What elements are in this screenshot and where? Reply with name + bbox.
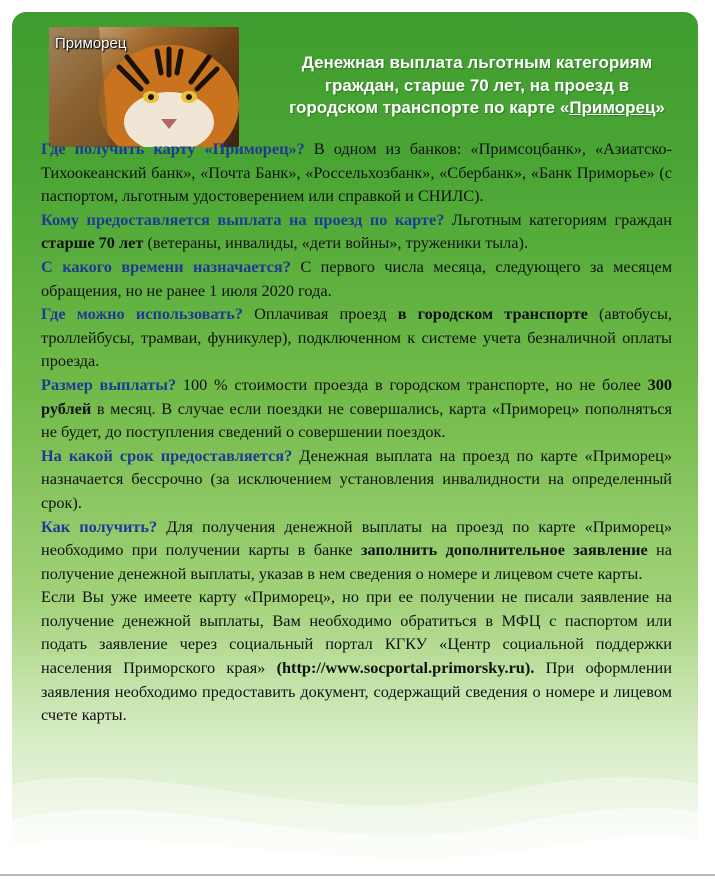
section-where-use	[41, 302, 672, 373]
question-term: На какой срок предоставляется?	[41, 445, 293, 465]
headline-line-2: граждан, старше 70 лет, на проезд в	[324, 75, 630, 95]
answer-amount-part-1: 100 % стоимости проезда в городском транспорте, но не более	[176, 374, 648, 394]
headline-card-name: Приморец	[569, 98, 656, 117]
question-how: Как получить?	[41, 516, 158, 536]
decorative-waves	[12, 714, 698, 874]
answer-how-part-2: на получение денежной выплаты, указав в нем сведения о номере и лицевом счете карты.	[41, 540, 672, 583]
answer-how-application: заполнить дополнительное заявление	[361, 540, 648, 560]
question-amount: Размер выплаты?	[41, 374, 177, 394]
answer-who-part-2: (ветераны, инвалиды, «дети войны», труженики тыла).	[143, 233, 529, 253]
section-how	[41, 515, 672, 586]
brand-title: Приморец	[55, 35, 127, 52]
headline-line-3-suffix: »	[655, 98, 665, 117]
answer-since: С первого числа месяца, следующего за месяцем обращения, но не ранее 1 июля 2020 года.	[41, 256, 672, 300]
answer-where-use-part-1: Оплачивая проезд	[242, 304, 398, 324]
section-extra	[41, 585, 672, 727]
section-who	[41, 208, 672, 255]
question-where-use: Где можно использовать?	[41, 304, 243, 324]
headline-line-1: Денежная выплата льготным категориям	[301, 53, 653, 72]
answer-where-get: В одном из банков: «Примсоцбанк», «Азиатско-Тихоокеанский банк», «Почта Банк», «Россельхозбанк», «Сбербанк», «Банк Приморье» (с паспортом, льготным удостоверением или справкой и СНИЛС).	[41, 139, 672, 206]
extra-part-2: При оформлении заявления необходимо предоставить документ, содержащий сведения о номере и лицевом счете карты.	[41, 658, 672, 725]
question-since: С какого времени назначается?	[41, 256, 291, 276]
answer-amount-limit: 300 рублей	[41, 374, 672, 418]
section-term	[41, 444, 672, 515]
answer-who-age: старше 70 лет	[41, 233, 144, 253]
social-portal-link: (http://www.socportal.primorsky.ru).	[276, 658, 535, 678]
question-who: Кому предоставляется выплата на проезд по карте?	[41, 209, 445, 229]
headline-line-3-prefix: городском транспорте по карте «	[289, 98, 570, 117]
info-poster	[12, 12, 698, 874]
extra-part-1: Если Вы уже имеете карту «Приморец», но при ее получении не писали заявление на получение денежной выплаты, Вам необходимо обратиться в МФЦ с паспортом или подать заявление через социальный портал КГКУ «Центр социальной поддержки населения Приморского края»	[41, 587, 672, 678]
page-title	[262, 52, 692, 120]
question-where-get: Где получить карту «Приморец»?	[41, 139, 305, 158]
info-content	[41, 137, 672, 727]
section-where-get	[41, 137, 672, 208]
tiger-photo	[49, 27, 239, 147]
answer-where-use-transport: в городском транспорте	[397, 304, 588, 324]
answer-amount-part-2: в месяц. В случае если поездки не совершались, карта «Приморец» пополняться не будет, до поступления сведений о совершении поездок.	[41, 398, 672, 442]
headline-line-3	[262, 97, 692, 120]
page-bottom-divider	[0, 874, 715, 876]
answer-how-part-1: Для получения денежной выплаты на проезд по карте «Приморец» необходимо при получении карты в банке	[41, 516, 672, 560]
section-since	[41, 255, 672, 302]
section-amount	[41, 373, 672, 444]
answer-where-use-part-2: (автобусы, троллейбусы, трамваи, фуникулер), подключенном к системе учета безналичной оплаты проезда.	[41, 304, 672, 371]
answer-term: Денежная выплата на проезд по карте «Приморец» назначается бессрочно (за исключением установления инвалидности на определенный срок).	[41, 445, 672, 512]
answer-who-part-1: Льготным категориям граждан	[444, 209, 672, 229]
